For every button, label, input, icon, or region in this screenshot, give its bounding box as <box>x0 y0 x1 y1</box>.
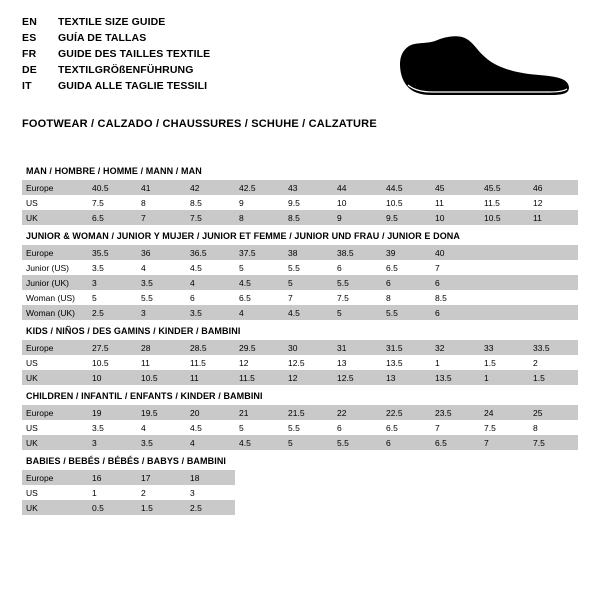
language-code: EN <box>22 16 37 28</box>
cell: 5.5 <box>137 290 186 305</box>
cell: 10.5 <box>480 210 529 225</box>
section-man <box>22 160 578 225</box>
cell: 5 <box>235 260 284 275</box>
cell: 3.5 <box>137 435 186 450</box>
cell: 8.5 <box>284 210 333 225</box>
table-row <box>22 195 578 210</box>
table-row <box>22 420 578 435</box>
cell: 12 <box>529 195 578 210</box>
cell: 32 <box>431 340 480 355</box>
row-label: Junior (US) <box>22 260 88 275</box>
cell: 30 <box>284 340 333 355</box>
cell: 6 <box>382 275 431 290</box>
cell: 10 <box>431 210 480 225</box>
cell: 8 <box>137 195 186 210</box>
language-row <box>22 14 352 30</box>
cell: 39 <box>382 245 431 260</box>
cell: 19 <box>88 405 137 420</box>
cell: 3 <box>137 305 186 320</box>
dress-shoe-icon <box>374 28 574 98</box>
cell: 0.5 <box>88 500 137 515</box>
cell: 6.5 <box>382 260 431 275</box>
row-label: UK <box>22 500 88 515</box>
cell: 1 <box>88 485 137 500</box>
cell-empty <box>333 470 382 485</box>
cell: 10.5 <box>137 370 186 385</box>
cell: 22.5 <box>382 405 431 420</box>
cell: 3.5 <box>88 260 137 275</box>
cell: 38 <box>284 245 333 260</box>
row-label: UK <box>22 370 88 385</box>
row-label: US <box>22 420 88 435</box>
cell: 10.5 <box>88 355 137 370</box>
cell: 28 <box>137 340 186 355</box>
cell-empty <box>431 470 480 485</box>
cell: 27.5 <box>88 340 137 355</box>
cell: 5.5 <box>333 435 382 450</box>
cell: 36 <box>137 245 186 260</box>
cell: 4 <box>137 260 186 275</box>
table-row <box>22 275 578 290</box>
table-row <box>22 305 578 320</box>
cell: 41 <box>137 180 186 195</box>
cell: 31 <box>333 340 382 355</box>
cell: 5.5 <box>382 305 431 320</box>
cell: 6 <box>431 305 480 320</box>
cell: 3 <box>186 485 235 500</box>
cell: 5 <box>333 305 382 320</box>
size-table-man <box>22 180 578 225</box>
cell: 7 <box>431 260 480 275</box>
cell <box>529 275 578 290</box>
cell <box>480 290 529 305</box>
cell: 2.5 <box>186 500 235 515</box>
cell: 45 <box>431 180 480 195</box>
cell <box>480 305 529 320</box>
table-row <box>22 370 578 385</box>
cell-empty <box>480 470 529 485</box>
table-row <box>22 500 578 515</box>
table-row <box>22 485 578 500</box>
cell: 7.5 <box>186 210 235 225</box>
language-row <box>22 62 352 78</box>
cell: 4 <box>137 420 186 435</box>
cell-empty <box>431 500 480 515</box>
row-label: Junior (UK) <box>22 275 88 290</box>
cell: 45.5 <box>480 180 529 195</box>
cell: 6 <box>186 290 235 305</box>
cell: 36.5 <box>186 245 235 260</box>
cell-empty <box>529 485 578 500</box>
language-code: IT <box>22 80 32 92</box>
cell: 38.5 <box>333 245 382 260</box>
cell: 4.5 <box>186 420 235 435</box>
language-title: GUÍA DE TALLAS <box>58 32 147 44</box>
cell: 7 <box>480 435 529 450</box>
cell: 5.5 <box>284 260 333 275</box>
cell: 46 <box>529 180 578 195</box>
cell: 9.5 <box>382 210 431 225</box>
cell: 9 <box>235 195 284 210</box>
cell <box>529 305 578 320</box>
size-table-children <box>22 405 578 450</box>
language-code: DE <box>22 64 37 76</box>
cell: 8.5 <box>431 290 480 305</box>
section-title: CHILDREN / INFANTIL / ENFANTS / KINDER / BAMBINI <box>26 391 263 401</box>
cell: 12.5 <box>284 355 333 370</box>
cell: 33 <box>480 340 529 355</box>
cell-empty <box>235 500 284 515</box>
cell: 31.5 <box>382 340 431 355</box>
cell <box>529 245 578 260</box>
cell: 24 <box>480 405 529 420</box>
cell: 40 <box>431 245 480 260</box>
cell-empty <box>284 485 333 500</box>
cell-empty <box>333 500 382 515</box>
cell: 6.5 <box>431 435 480 450</box>
section-title: KIDS / NIÑOS / DES GAMINS / KINDER / BAMBINI <box>26 326 241 336</box>
cell: 2.5 <box>88 305 137 320</box>
cell: 9.5 <box>284 195 333 210</box>
cell: 29.5 <box>235 340 284 355</box>
table-row <box>22 260 578 275</box>
cell: 17 <box>137 470 186 485</box>
cell: 8.5 <box>186 195 235 210</box>
table-row <box>22 180 578 195</box>
cell: 12 <box>235 355 284 370</box>
cell: 4.5 <box>235 275 284 290</box>
cell: 4 <box>186 275 235 290</box>
language-title: TEXTILE SIZE GUIDE <box>58 16 166 28</box>
language-title-list <box>22 14 352 94</box>
cell: 6 <box>333 260 382 275</box>
cell: 18 <box>186 470 235 485</box>
cell-empty <box>382 485 431 500</box>
cell-empty <box>382 470 431 485</box>
row-label: US <box>22 485 88 500</box>
cell-empty <box>333 485 382 500</box>
cell: 44.5 <box>382 180 431 195</box>
cell: 6 <box>333 420 382 435</box>
cell: 20 <box>186 405 235 420</box>
cell: 8 <box>382 290 431 305</box>
cell: 21.5 <box>284 405 333 420</box>
section-title: BABIES / BEBÉS / BÉBÉS / BABYS / BAMBINI <box>26 456 227 466</box>
cell: 21 <box>235 405 284 420</box>
language-row <box>22 46 352 62</box>
cell-empty <box>235 470 284 485</box>
table-row <box>22 290 578 305</box>
cell: 1 <box>480 370 529 385</box>
cell: 11 <box>431 195 480 210</box>
section-kids <box>22 320 578 385</box>
section-junior-woman <box>22 225 578 320</box>
cell: 43 <box>284 180 333 195</box>
cell: 1.5 <box>137 500 186 515</box>
cell: 11.5 <box>235 370 284 385</box>
cell: 5 <box>235 420 284 435</box>
language-title: TEXTILGRÖßENFÜHRUNG <box>58 64 194 76</box>
cell: 3.5 <box>88 420 137 435</box>
row-label: Europe <box>22 340 88 355</box>
cell-empty <box>382 500 431 515</box>
cell: 5 <box>284 275 333 290</box>
cell: 7.5 <box>480 420 529 435</box>
table-row <box>22 470 578 485</box>
cell: 2 <box>137 485 186 500</box>
cell-empty <box>284 470 333 485</box>
language-title: GUIDA ALLE TAGLIE TESSILI <box>58 80 208 92</box>
row-label: US <box>22 355 88 370</box>
document-header <box>22 14 578 106</box>
cell: 11 <box>529 210 578 225</box>
language-code: FR <box>22 48 37 60</box>
row-label: Woman (US) <box>22 290 88 305</box>
cell: 1.5 <box>529 370 578 385</box>
language-title: GUIDE DES TAILLES TEXTILE <box>58 48 211 60</box>
language-row <box>22 78 352 94</box>
cell-empty <box>431 485 480 500</box>
cell: 11.5 <box>186 355 235 370</box>
language-row <box>22 30 352 46</box>
cell: 13.5 <box>382 355 431 370</box>
cell: 3 <box>88 435 137 450</box>
cell-empty <box>480 485 529 500</box>
row-label: US <box>22 195 88 210</box>
cell: 28.5 <box>186 340 235 355</box>
cell: 5.5 <box>333 275 382 290</box>
row-label: Europe <box>22 245 88 260</box>
cell: 42.5 <box>235 180 284 195</box>
cell: 6.5 <box>235 290 284 305</box>
row-label: Woman (UK) <box>22 305 88 320</box>
cell: 44 <box>333 180 382 195</box>
cell: 7.5 <box>333 290 382 305</box>
cell: 2 <box>529 355 578 370</box>
cell: 7.5 <box>529 435 578 450</box>
cell: 11 <box>186 370 235 385</box>
cell: 5.5 <box>284 420 333 435</box>
cell-empty <box>235 485 284 500</box>
row-label: UK <box>22 210 88 225</box>
language-code: ES <box>22 32 37 44</box>
cell: 19.5 <box>137 405 186 420</box>
cell: 10 <box>88 370 137 385</box>
cell: 4.5 <box>235 435 284 450</box>
table-row <box>22 355 578 370</box>
cell: 23.5 <box>431 405 480 420</box>
cell <box>480 275 529 290</box>
cell: 8 <box>235 210 284 225</box>
cell: 12 <box>284 370 333 385</box>
row-label: Europe <box>22 405 88 420</box>
cell: 4.5 <box>284 305 333 320</box>
table-row <box>22 340 578 355</box>
cell-empty <box>480 500 529 515</box>
cell: 33.5 <box>529 340 578 355</box>
section-title: JUNIOR & WOMAN / JUNIOR Y MUJER / JUNIOR ET FEMME / JUNIOR UND FRAU / JUNIOR E DONA <box>26 231 461 241</box>
cell-empty <box>284 500 333 515</box>
cell: 8 <box>529 420 578 435</box>
cell: 6 <box>382 435 431 450</box>
cell: 7 <box>137 210 186 225</box>
cell: 6 <box>431 275 480 290</box>
table-row <box>22 405 578 420</box>
footwear-category-line: FOOTWEAR / CALZADO / CHAUSSURES / SCHUHE / CALZATURE <box>22 118 377 130</box>
cell: 3.5 <box>137 275 186 290</box>
cell: 11.5 <box>480 195 529 210</box>
cell: 4 <box>235 305 284 320</box>
cell: 12.5 <box>333 370 382 385</box>
cell <box>529 260 578 275</box>
cell-empty <box>529 500 578 515</box>
cell: 5 <box>88 290 137 305</box>
cell <box>480 245 529 260</box>
cell: 40.5 <box>88 180 137 195</box>
cell-empty <box>529 470 578 485</box>
cell: 7 <box>431 420 480 435</box>
cell: 13 <box>382 370 431 385</box>
cell: 4.5 <box>186 260 235 275</box>
cell: 6.5 <box>88 210 137 225</box>
row-label: Europe <box>22 470 88 485</box>
table-row <box>22 210 578 225</box>
header-spacer <box>22 130 578 160</box>
row-label: Europe <box>22 180 88 195</box>
cell: 22 <box>333 405 382 420</box>
cell <box>480 260 529 275</box>
cell: 3.5 <box>186 305 235 320</box>
cell: 10 <box>333 195 382 210</box>
cell: 9 <box>333 210 382 225</box>
table-row <box>22 245 578 260</box>
cell: 37.5 <box>235 245 284 260</box>
section-children <box>22 385 578 450</box>
row-label: UK <box>22 435 88 450</box>
cell: 13 <box>333 355 382 370</box>
cell: 35.5 <box>88 245 137 260</box>
cell <box>529 290 578 305</box>
section-title: MAN / HOMBRE / HOMME / MANN / MAN <box>26 166 202 176</box>
cell: 25 <box>529 405 578 420</box>
cell: 42 <box>186 180 235 195</box>
cell: 5 <box>284 435 333 450</box>
cell: 3 <box>88 275 137 290</box>
section-babies <box>22 450 578 515</box>
cell: 4 <box>186 435 235 450</box>
size-table-kids <box>22 340 578 385</box>
table-row <box>22 435 578 450</box>
cell: 13.5 <box>431 370 480 385</box>
size-table-babies <box>22 470 578 515</box>
cell: 16 <box>88 470 137 485</box>
size-table-junior-woman <box>22 245 578 320</box>
cell: 6.5 <box>382 420 431 435</box>
cell: 7 <box>284 290 333 305</box>
cell: 1 <box>431 355 480 370</box>
cell: 7.5 <box>88 195 137 210</box>
cell: 11 <box>137 355 186 370</box>
cell: 1.5 <box>480 355 529 370</box>
cell: 10.5 <box>382 195 431 210</box>
